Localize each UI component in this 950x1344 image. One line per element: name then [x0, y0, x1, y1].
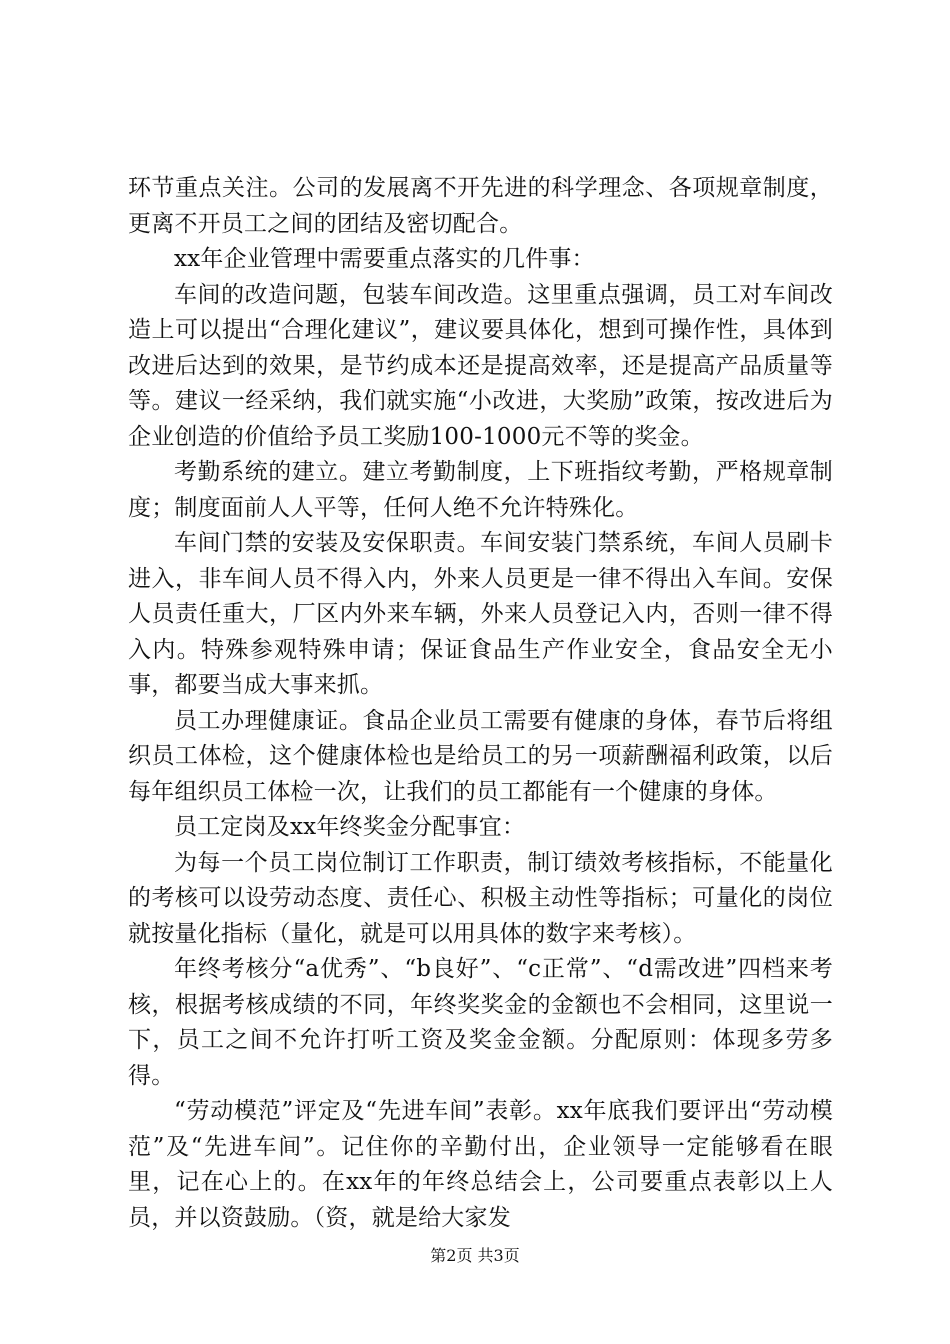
document-body [128, 171, 833, 1236]
paragraph-1: 环节重点关注。公司的发展离不开先进的科学理念、各项规章制度，更离不开员工之间的团结及密切配合。 [128, 175, 833, 237]
paragraph-7: 员工定岗及xx年终奖金分配事宜： [174, 814, 526, 840]
paragraph-5: 车间门禁的安装及安保职责。车间安装门禁系统，车间人员刷卡进入，非车间人员不得入内，外来人员更是一律不得出入车间。安保人员责任重大，厂区内外来车辆，外来人员登记入内，否则一律不得入内。特殊参观特殊申请；保证食品生产作业安全，食品安全无小事，都要当成大事来抓。 [128, 530, 833, 698]
paragraph-3: 车间的改造问题，包装车间改造。这里重点强调，员工对车间改造上可以提出“合理化建议”，建议要具体化，想到可操作性，具体到改进后达到的效果，是节约成本还是提高效率，还是提高产品质量等等。建议一经采纳，我们就实施“小改进，大奖励”政策，按改进后为企业创造的价值给予员工奖励100-1000元不等的奖金。 [128, 281, 833, 450]
page-footer: 第2页 共3页 [430, 1246, 520, 1265]
paragraph-9: 年终考核分“a优秀”、“b良好”、“c正常”、“d需改进”四档来考核，根据考核成绩的不同，年终奖奖金的金额也不会相同，这里说一下，员工之间不允许打听工资及奖金金额。分配原则：体现多劳多得。 [128, 956, 833, 1089]
paragraph-6: 员工办理健康证。食品企业员工需要有健康的身体，春节后将组织员工体检，这个健康体检也是给员工的另一项薪酬福利政策，以后每年组织员工体检一次，让我们的员工都能有一个健康的身体。 [128, 707, 833, 805]
paragraph-2: xx年企业管理中需要重点落实的几件事： [174, 246, 595, 272]
paragraph-4: 考勤系统的建立。建立考勤制度，上下班指纹考勤，严格规章制度；制度面前人人平等，任何人绝不允许特殊化。 [128, 459, 833, 521]
paragraph-10: “劳动模范”评定及“先进车间”表彰。xx年底我们要评出“劳动模范”及“先进车间”。记住你的辛勤付出，企业领导一定能够看在眼里，记在心上的。在xx年的年终总结会上，公司要重点表彰以上人员，并以资鼓励。（资，就是给大家发 [128, 1098, 833, 1231]
paragraph-8: 为每一个员工岗位制订工作职责，制订绩效考核指标，不能量化的考核可以设劳动态度、责任心、积极主动性等指标；可量化的岗位就按量化指标（量化，就是可以用具体的数字来考核）。 [128, 849, 833, 947]
